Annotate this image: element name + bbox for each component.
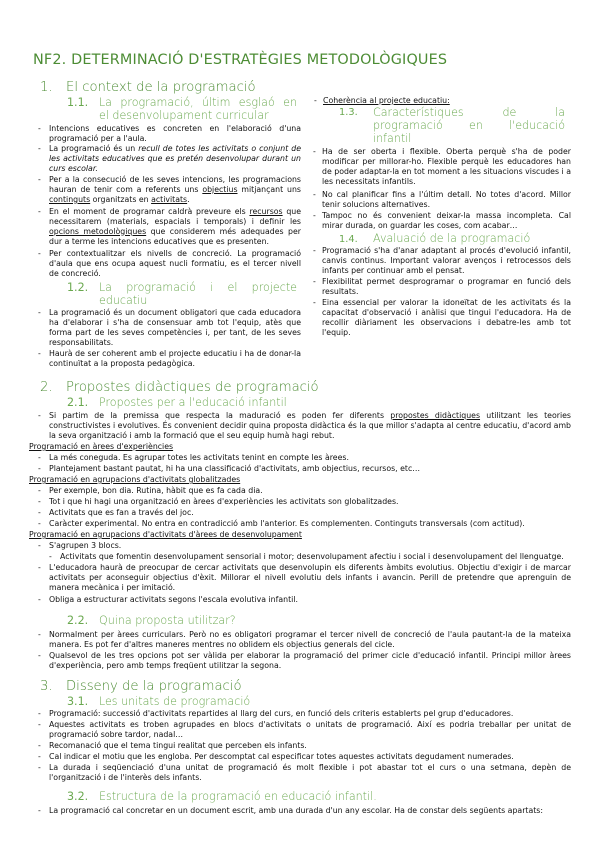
subsection-title: Avaluació de la programació <box>373 232 531 245</box>
list-item <box>38 519 571 529</box>
list-item <box>38 763 571 783</box>
subheading-arees: Programació en àrees d'experiències <box>29 442 174 451</box>
subsection-number: 3.1. <box>67 695 89 708</box>
list-item <box>38 741 571 751</box>
subsection-1-2-heading <box>67 281 300 307</box>
bullet-dash: - <box>38 308 41 317</box>
bullet-dash: - <box>38 563 41 572</box>
bullet-dash: - <box>38 175 41 184</box>
section-title: El context de la programació <box>66 80 256 95</box>
list-item <box>38 806 571 816</box>
list-item-text: En el moment de programar caldrà preveure els <box>49 207 250 216</box>
bullet-dash: - <box>38 464 41 473</box>
subsection-number: 3.2. <box>67 790 89 803</box>
bullet-dash: - <box>313 190 316 199</box>
list-item-text: . <box>187 194 190 204</box>
list-item <box>38 308 301 348</box>
list-item <box>38 651 571 671</box>
list-item-text: Obliga a estructurar activitats segons l'escala evolutiva infantil. <box>49 595 298 604</box>
subsection-title-line1: La programació i el projecte <box>99 281 297 294</box>
subsection-title-line3: infantil <box>373 132 412 145</box>
list-item <box>38 563 571 593</box>
list-item <box>38 175 301 205</box>
subsection-2-2-heading <box>67 614 236 627</box>
subsection-title-line1: La programació, últim esglaó en <box>99 96 297 109</box>
bullet-dash: - <box>38 519 41 528</box>
bullet-dash: - <box>38 709 41 718</box>
keyword: activitats <box>151 194 188 204</box>
list-item-text: Aquestes activitats es troben agrupades en blocs d'activitats o unitats de programació. Així es podria treballar per unitat de programació sobre tardor, nadal… <box>49 720 571 739</box>
list-item <box>38 720 571 740</box>
bullet-dash: - <box>38 720 41 729</box>
list-item <box>38 411 571 441</box>
list-item <box>38 497 571 507</box>
list-item-text: Coherència al projecte educatiu: <box>323 96 450 105</box>
list-item <box>38 207 302 247</box>
section-title: Propostes didàctiques de programació <box>66 380 319 395</box>
bullet-dash: - <box>38 595 41 604</box>
list-item <box>38 486 571 496</box>
list-item-text: Qualsevol de les tres opcions pot ser vàlida per elaborar la programació del primer cicle d'educació infantil. Principi millor àrees d'experiència, pero amb temps freqüent utilitzar la segona. <box>49 651 571 670</box>
subsection-title: Estructura de la programació en educació infantil. <box>99 790 377 803</box>
list-item <box>38 349 301 369</box>
list-item-text: La programació cal concretar en un document escrit, amb una durada d'un any escolar. Ha de constar dels següents apartats: <box>49 806 543 815</box>
subsection-2-1-heading <box>67 396 287 409</box>
list-item <box>313 298 571 338</box>
subsection-3-1-heading <box>67 695 250 708</box>
bullet-dash: - <box>38 763 41 772</box>
bullet-dash: - <box>38 541 41 550</box>
subsection-title-line2: educatiu <box>99 294 148 307</box>
list-item-text: mitjançant uns <box>237 184 301 194</box>
list-item-text: Per contextualitzar els nivells de concreció. La programació d'aula que ens ocupa aquest nucli formatiu, es el tercer nivell de concreció. <box>49 249 301 278</box>
section-number: 2. <box>40 380 53 395</box>
section-number: 3. <box>40 679 53 694</box>
bullet-dash: - <box>314 96 317 105</box>
list-item <box>38 630 571 650</box>
list-item <box>38 752 571 762</box>
list-item <box>314 96 450 106</box>
bullet-dash: - <box>38 651 41 660</box>
list-item <box>38 249 301 279</box>
section-1-heading <box>40 80 256 95</box>
list-item-text: que considerem més adequades per dur a terme les intencions educatives que es presenten. <box>49 226 301 246</box>
bullet-dash: - <box>38 806 41 815</box>
subsection-title: Quina proposta utilitzar? <box>99 614 236 627</box>
subsection-3-2-heading <box>67 790 377 803</box>
list-item-text: Programació s'ha d'anar adaptant al procés d'evolució infantil, canvis continus. Important valorar avenços i retrocessos dels infants per continuar amb el pensat. <box>322 246 571 275</box>
list-item <box>313 211 571 231</box>
list-item-text: Recomanació que el tema tingui realitat que perceben els infants. <box>49 741 307 750</box>
bullet-dash: - <box>313 246 316 255</box>
list-item-text: Per a la consecució de les seves intencions, les programacions hauran de tenir com a referents uns <box>49 175 301 194</box>
bullet-dash: - <box>38 207 41 216</box>
subsection-number: 1.1. <box>67 96 89 109</box>
list-item <box>38 508 571 518</box>
list-item <box>38 464 571 474</box>
list-item-text: S'agrupen 3 blocs. <box>49 541 122 550</box>
list-item-text: Haurà de ser coherent amb el projecte educatiu i ha de donar-la continuïtat a la proposta pedagògica. <box>49 349 301 368</box>
subheading-desenvolupament: Programació en agrupacions d'activitats d'àrees de desenvolupament <box>29 530 302 539</box>
list-item-text: Tampoc no és convenient deixar-la massa incompleta. Cal mirar durada, on guardar les coses, com acabar… <box>322 211 571 230</box>
keyword: recursos <box>249 207 283 216</box>
list-item-text: Ha de ser oberta i flexible. Oberta perquè s'ha de poder modificar per millorar-ho. Flexible perquè les educadores han de poder adaptar-la en tot moment a les situacions viscudes i a les necessitats infantils. <box>322 147 571 186</box>
section-3-heading <box>40 679 242 694</box>
bullet-dash: - <box>38 453 41 462</box>
list-item <box>38 595 571 605</box>
list-item-text: Caràcter experimental. No entra en contradicció amb l'anterior. Es complementen. Continguts transversals (com actitud). <box>49 519 525 528</box>
bullet-dash: - <box>38 741 41 750</box>
section-number: 1. <box>40 80 53 95</box>
bullet-dash: - <box>313 147 316 156</box>
subheading-globalitzades: Programació en agrupacions d'activitats globalitzades <box>29 475 241 484</box>
list-item-text: Eina essencial per valorar la idoneïtat de les activitats és la capacitat d'observació i anàlisi que tingui l'educadora. Ha de recollir diàriament les observacions i debatre-les amb tot l'equip. <box>322 298 571 337</box>
subsection-number: 1.4. <box>339 234 358 245</box>
subsection-number: 2.2. <box>67 614 89 627</box>
bullet-dash: - <box>38 249 41 258</box>
keyword: opcions metodològiques <box>49 226 147 236</box>
bullet-dash: - <box>38 752 41 761</box>
list-item-text: Per exemple, bon dia. Rutina, hàbit que es fa cada dia. <box>49 486 263 495</box>
subsection-title: Les unitats de programació <box>99 695 251 708</box>
list-item <box>38 124 301 144</box>
subsection-1-1-heading <box>67 96 300 122</box>
bullet-dash: - <box>49 552 52 561</box>
subsection-number: 1.3. <box>339 107 358 118</box>
keyword: continguts <box>49 194 91 204</box>
bullet-dash: - <box>38 411 41 420</box>
list-item <box>313 246 571 276</box>
list-item-text: organitzats en <box>90 194 152 204</box>
keyword: propostes didàctiques <box>390 411 481 420</box>
list-item-text: Cal indicar el motiu que les engloba. Per descomptat cal especificar totes aquestes activitats degudament numerades. <box>49 752 514 761</box>
subsection-1-4-heading <box>339 232 530 246</box>
list-item-text: La més coneguda. Es agrupar totes les activitats tenint en compte les àrees. <box>49 453 349 462</box>
list-item-text: que necessitarem (materials, espacials i temporals) i definir les <box>49 207 302 226</box>
page-title: NF2. DETERMINACIÓ D'ESTRATÈGIES METODOLÒGIQUES <box>33 52 448 68</box>
list-item <box>313 277 571 297</box>
list-item-text: utilitzant les teories constructivistes i evolutives. És convenient decidir quina proposta didàctica és la que millor s'adapta al centre educatiu, d'acord amb la seva organització i amb la formació que el seu equip humà hagi rebut. <box>49 411 571 440</box>
list-item-text: L'educadora haurà de preocupar de cercar activitats que desenvolupin els diferents àmbits evolutius. Objectiu d'exigir i de marcar activitats per aconseguir objectius d'èxit. Millorar el nivell evolutiu dels infants i avancin. Perill de pretendre que aprenguin de manera mecànica i per imitació. <box>49 563 571 592</box>
list-item <box>38 709 571 719</box>
list-item <box>313 147 571 187</box>
list-item-text: La programació és un document obligatori que cada educadora ha d'elaborar i s'ha de consensuar amb tot l'equip, atès que forma part de les seves competències i, per tant, de les seves responsabilitats. <box>49 308 301 347</box>
bullet-dash: - <box>313 298 316 307</box>
keyword: objectius <box>202 184 238 194</box>
list-item-text: Intencions educatives es concreten en l'elaboració d'una programació per a l'aula. <box>49 124 301 143</box>
bullet-dash: - <box>38 630 41 639</box>
list-item-text: Plantejament bastant pautat, hi ha una classificació d'activitats, amb objectius, recursos, etc… <box>49 464 421 473</box>
subsection-title-line1: Característiques de la <box>373 106 565 119</box>
bullet-dash: - <box>38 486 41 495</box>
bullet-dash: - <box>38 508 41 517</box>
list-item <box>313 190 571 210</box>
list-item-italic-text: recull de totes les activitats o conjunt de les activitats educatives que es pretén desenvolupar durant un curs escolar. <box>49 144 302 173</box>
bullet-dash: - <box>38 349 41 358</box>
subsection-title-line2: el desenvolupament curricular <box>99 109 269 122</box>
list-item-text: La programació és un <box>49 144 139 153</box>
list-item-text: La durada i seqüenciació d'una unitat de programació és molt flexible i pot abastar tot el curs o una setmana, depèn de l'organització i de l'interès dels infants. <box>49 763 571 782</box>
subsection-1-3-heading <box>339 106 571 145</box>
section-2-heading <box>40 380 319 395</box>
list-item-text: Flexibilitat permet desprogramar o programar en funció dels resultats. <box>322 277 571 296</box>
list-item <box>38 144 302 174</box>
list-item-text: Activitats que es fan a través del joc. <box>49 508 194 517</box>
bullet-dash: - <box>313 277 316 286</box>
subsection-number: 1.2. <box>67 281 89 294</box>
subsection-title: Propostes per a l'educació infantil <box>99 396 287 409</box>
list-item-text: Normalment per àrees curriculars. Però no es obligatori programar el tercer nivell de concreció de l'aula pautant-la de la mateixa manera. Es pot fer d'altres maneres mentres no oblidem els objectius generals del cicle. <box>49 630 571 649</box>
list-item-text: Tot i que hi hagi una organització en àrees d'experiències les activitats son globalitzades. <box>49 497 399 506</box>
subsection-title-line2: programació en l'educació <box>373 119 565 132</box>
bullet-dash: - <box>38 497 41 506</box>
section-title: Disseny de la programació <box>66 679 242 694</box>
list-item <box>38 453 571 463</box>
list-item-text: No cal planificar fins a l'últim detall. No totes d'acord. Millor tenir solucions alternatives. <box>322 190 571 209</box>
bullet-dash: - <box>38 144 41 153</box>
list-item-text: Si partim de la premissa que respecta la maduració es poden fer diferents <box>49 411 391 420</box>
list-item-text: Programació: successió d'activitats repartides al llarg del curs, en funció dels criteris establerts pel grup d'educadores. <box>49 709 514 718</box>
subsection-number: 2.1. <box>67 396 89 409</box>
list-item <box>49 552 571 562</box>
list-item-text: Activitats que fomentin desenvolupament sensorial i motor; desenvolupament afectiu i social i desenvolupament del llenguatge. <box>60 552 564 561</box>
list-item <box>38 541 571 551</box>
bullet-dash: - <box>38 124 41 133</box>
bullet-dash: - <box>313 211 316 220</box>
